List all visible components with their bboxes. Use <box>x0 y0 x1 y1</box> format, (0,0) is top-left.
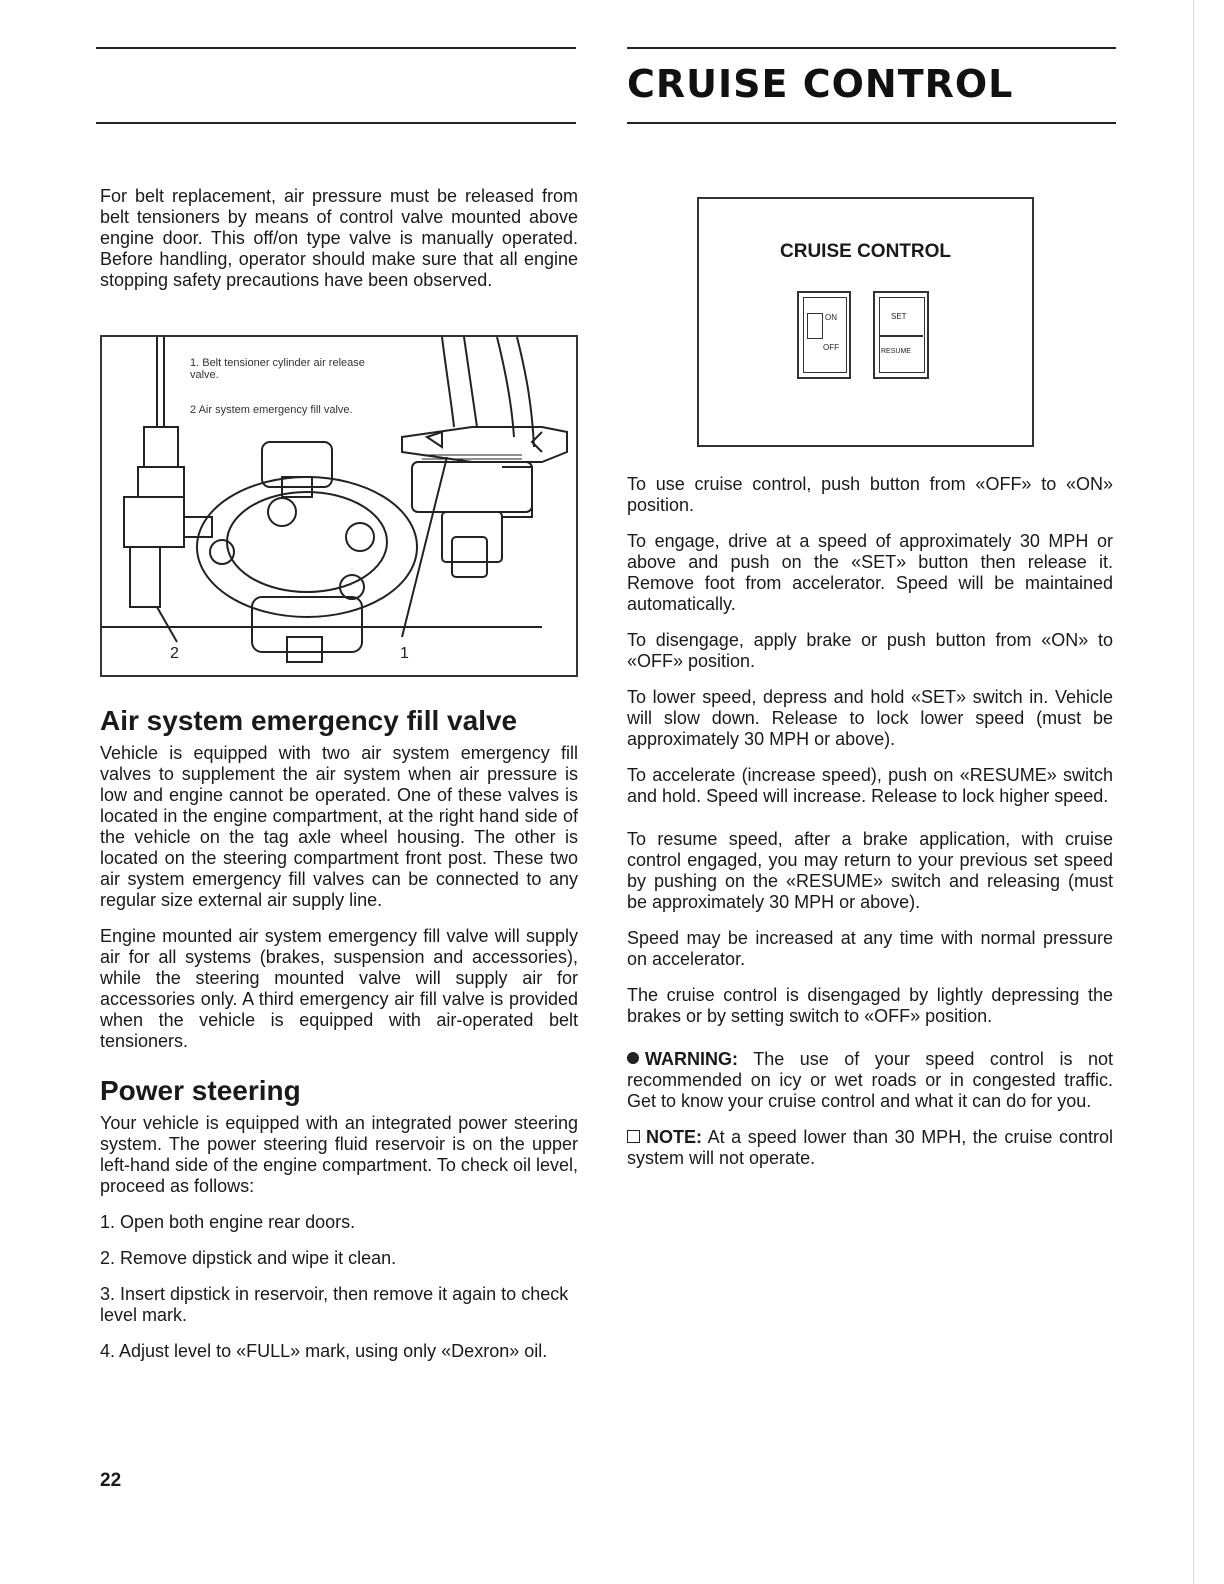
list-item: 4. Adjust level to «FULL» mark, using only «Dexron» oil. <box>100 1341 548 1361</box>
valve-illustration <box>102 337 576 675</box>
warning-label: WARNING: <box>645 1049 738 1069</box>
air-fill-paragraph-1: Vehicle is equipped with two air system emergency fill valves to supplement the air system when air pressure is low and engine cannot be operated. One of these valves is located in the engine compartment, at the right hand side of the vehicle on the tag axle wheel housing. The other is located on the steering compartment front post. These two air system emergency fill valves can be connected to any regular size external air supply line. <box>100 743 578 910</box>
figure-callout-2: 2 <box>170 645 179 662</box>
list-item: 3. Insert dipstick in reservoir, then remove it again to check level mark. <box>100 1284 569 1325</box>
warning-bullet-icon <box>627 1052 639 1064</box>
header-rule-left-top <box>96 47 576 49</box>
cruise-paragraph-5: To accelerate (increase speed), push on «RESUME» switch and hold. Speed will increase. Release to lock higher speed. <box>627 765 1113 806</box>
right-column <box>627 474 1113 1184</box>
figure-caption-2: 2 Air system emergency fill valve. <box>190 404 353 416</box>
warning-paragraph <box>627 1049 1113 1112</box>
cruise-paragraph-6: To resume speed, after a brake application, with cruise control engaged, you may return to your previous set speed by pushing on the «RESUME» switch and releasing (must be approximately 30 MPH or above). <box>627 829 1113 912</box>
panel-title: CRUISE CONTROL <box>780 241 951 262</box>
section-title-air-fill: Air system emergency fill valve <box>100 705 518 736</box>
cruise-control-panel <box>697 197 1034 447</box>
figure-callout-1: 1 <box>400 645 409 662</box>
section-title-power-steering: Power steering <box>100 1075 301 1106</box>
cruise-paragraph-1: To use cruise control, push button from «OFF» to «ON» position. <box>627 474 1113 515</box>
air-fill-paragraph-2: Engine mounted air system emergency fill valve will supply air for all systems (brakes, suspension and accessories), while the steering mounted valve will supply air for accessories only. A third emergency air fill valve is provided when the vehicle is equipped with air-operated belt tensioners. <box>100 926 578 1051</box>
cruise-paragraph-2: To engage, drive at a speed of approximately 30 MPH or above and push on the «SET» button then release it. Remove foot from accelerator. Speed will be maintained automatically. <box>627 531 1113 614</box>
list-item: 2. Remove dipstick and wipe it clean. <box>100 1248 397 1268</box>
switch-label-resume: RESUME <box>881 348 911 355</box>
switch-label-set: SET <box>891 312 907 321</box>
note-text: At a speed lower than 30 MPH, the cruise control system will not operate. <box>627 1127 1113 1168</box>
switch-label-on: ON <box>825 313 837 322</box>
cruise-paragraph-3: To disengage, apply brake or push button from «ON» to «OFF» position. <box>627 630 1113 671</box>
power-steering-paragraph: Your vehicle is equipped with an integrated power steering system. The power steering fluid reservoir is on the upper left-hand side of the engine compartment. To check oil level, proceed as follows: <box>100 1113 578 1196</box>
header-rule-right-top <box>627 47 1116 49</box>
set-resume-switch <box>873 291 929 379</box>
valve-figure <box>100 335 578 677</box>
cruise-paragraph-4: To lower speed, depress and hold «SET» switch in. Vehicle will slow down. Release to lock lower speed (must be approximately 30 MPH or above). <box>627 687 1113 749</box>
header-rule-right-bottom <box>627 122 1116 124</box>
cruise-paragraph-7: Speed may be increased at any time with normal pressure on accelerator. <box>627 928 1113 969</box>
note-box-icon <box>627 1130 640 1143</box>
intro-paragraph: For belt replacement, air pressure must be released from belt tensioners by means of control valve mounted above engine door. This off/on type valve is manually operated. Before handling, operator should make sure that all engine stopping safety precautions have been observed. <box>100 186 578 290</box>
switch-label-off: OFF <box>823 343 839 352</box>
list-item: 1. Open both engine rear doors. <box>100 1212 356 1232</box>
power-steering-steps <box>100 1212 578 1362</box>
left-column-sections <box>100 705 578 1377</box>
figure-caption-1: 1. Belt tensioner cylinder air release valve. <box>190 357 365 381</box>
on-off-switch <box>797 291 851 379</box>
note-paragraph <box>627 1127 1113 1169</box>
page-number: 22 <box>100 1470 122 1491</box>
note-label: NOTE: <box>646 1127 702 1147</box>
left-column-intro <box>100 186 578 306</box>
cruise-paragraph-8: The cruise control is disengaged by lightly depressing the brakes or by setting switch to «OFF» position. <box>627 985 1113 1026</box>
warning-text: The use of your speed control is not recommended on icy or wet roads or in congested traffic. Get to know your cruise control and what it can do for you. <box>627 1049 1113 1111</box>
header-rule-left-bottom <box>96 122 576 124</box>
page-edge-line <box>1193 0 1194 1584</box>
page-title: CRUISE CONTROL <box>627 62 1014 106</box>
